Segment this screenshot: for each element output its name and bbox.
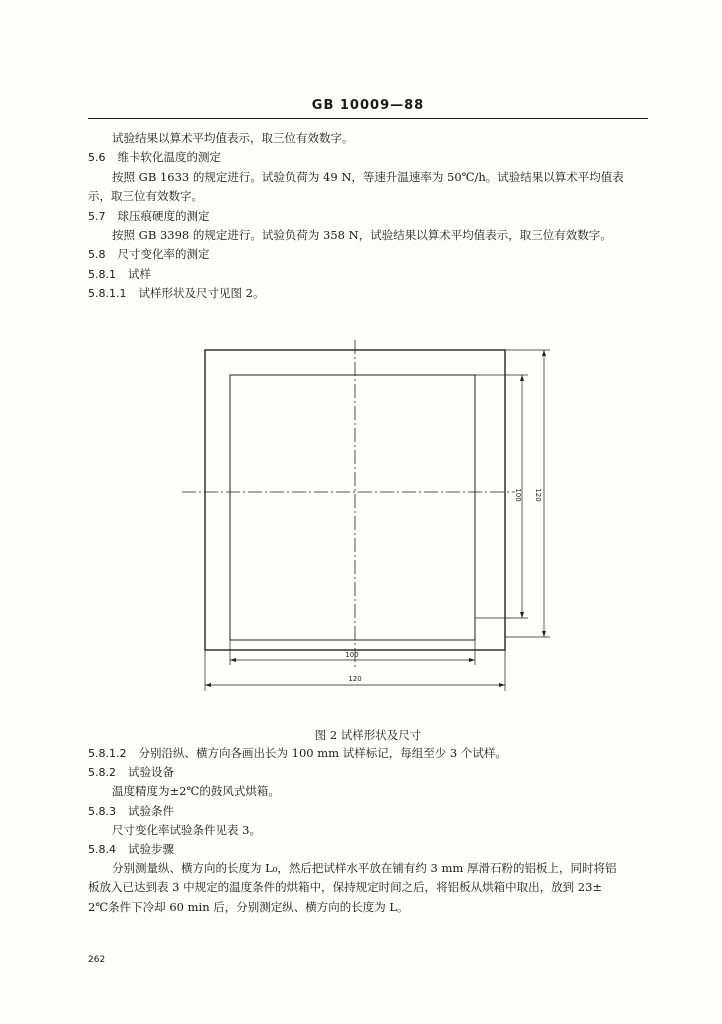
figure-caption: 图 2 试样形状及尺寸 [314,728,422,742]
section-number: 5.8.1 [88,267,116,281]
line-text: 尺寸变化率试验条件见表 3。 [112,822,261,837]
dim-label-outer-width: 120 [348,675,362,683]
section-number: 5.8.3 [88,804,116,818]
paragraph-line [88,189,203,203]
line-text: 温度精度为±2℃的鼓风式烘箱。 [112,784,280,799]
section-heading [88,247,210,262]
line-text: 按照 GB 1633 的规定进行。试验负荷为 49 N，等速升温速率为 50℃/h。试验结果以算术平均值表 [112,169,624,184]
inner-mark-outline [230,375,475,640]
section-heading [88,746,507,761]
paragraph-line [112,823,261,837]
paragraph-line [112,784,280,798]
line-text: 试验条件 [128,803,174,818]
paragraph-line [112,861,617,875]
line-text: 尺寸变化率的测定 [117,247,210,262]
line-text: 试验设备 [128,765,174,780]
line-text: 2℃条件下冷却 60 min 后，分别测定纵、横方向的长度为 L。 [88,899,409,914]
standard-header: GB 10009—88 [311,98,425,113]
line-text: 板放入已达到表 3 中规定的温度条件的烘箱中，保持规定时间之后，将铝板从烘箱中取出，放到 23± [88,880,603,895]
dim-label-inner-height: 100 [514,488,522,502]
line-text: 维卡软化温度的测定 [117,150,221,165]
section-heading [88,267,151,282]
page-number: 262 [88,955,106,965]
paragraph-line [112,228,612,242]
paragraph-line [112,131,354,145]
line-text: 球压痕硬度的测定 [117,208,210,223]
section-number: 5.6 [88,151,106,165]
paragraph-line [88,900,409,914]
section-number: 5.8.1.1 [88,287,127,301]
dim-label-outer-height: 120 [534,488,542,502]
section-heading [88,209,210,224]
line-text: 试样 [128,266,151,281]
line-text: 分别沿纵、横方向各画出长为 100 mm 试样标记，每组至少 3 个试样。 [138,746,507,760]
section-number: 5.7 [88,209,106,223]
section-heading [88,150,221,165]
section-heading [88,286,264,301]
section-number: 5.8.2 [88,766,116,780]
line-text: 试验结果以算术平均值表示，取三位有效数字。 [112,131,354,145]
section-number: 5.8.1.2 [88,747,127,760]
dim-label-inner-width: 100 [345,651,359,659]
section-number: 5.8.4 [88,843,116,856]
section-number: 5.8 [88,248,106,262]
figure-2-specimen-diagram [170,335,570,705]
line-text: 试样形状及尺寸见图 2。 [138,286,265,301]
line-text: 试验步骤 [128,842,174,856]
paragraph-line [112,170,624,184]
section-heading [88,765,174,780]
line-text: 按照 GB 3398 的规定进行。试验负荷为 358 N，试验结果以算术平均值表示，取三位有效数字。 [112,228,612,242]
section-heading [88,842,174,857]
section-heading [88,804,174,819]
line-text: 分别测量纵、横方向的长度为 L₀，然后把试样水平放在铺有约 3 mm 厚滑石粉的铝板上，同时将铝 [112,861,617,876]
line-text: 示，取三位有效数字。 [88,189,203,204]
header-rule [88,118,648,119]
paragraph-line [88,880,602,894]
